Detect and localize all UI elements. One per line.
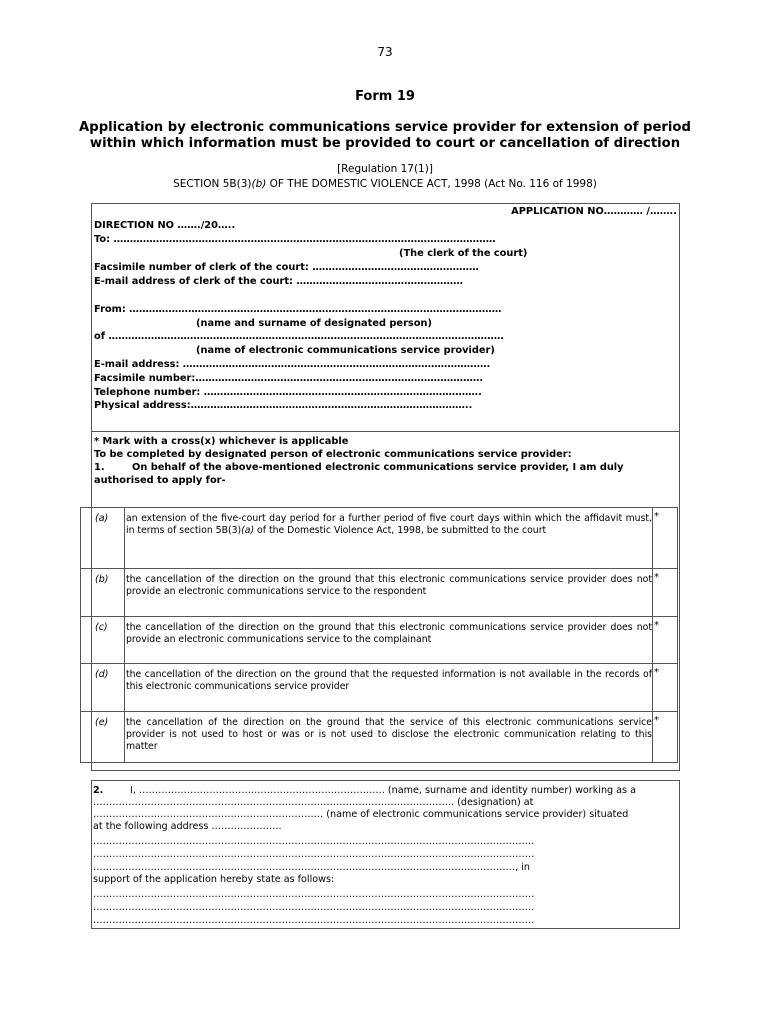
part2-statement-line[interactable]: ………………………………………………………………………………………………………………………… — [93, 902, 535, 913]
of-field[interactable]: of …………………………………………………………………………………………………………. — [94, 331, 505, 342]
part2-number: 2. — [93, 785, 104, 796]
item-text-line1: On behalf of the above-mentioned electronic communications service provider, I am duly — [132, 462, 624, 473]
option-divider — [652, 569, 653, 616]
direction-number[interactable]: DIRECTION NO ……./20….. — [94, 220, 236, 231]
from-field[interactable]: From: …………………………………………………………………………………………………… — [94, 304, 502, 315]
option-divider — [124, 617, 125, 663]
option-a-row[interactable] — [80, 507, 678, 568]
clerk-caption: (The clerk of the court) — [399, 248, 528, 259]
option-text — [126, 513, 652, 537]
provider-caption: (name of electronic communications service provider) — [196, 345, 495, 356]
mark-note: * Mark with a cross(x) whichever is applicable — [94, 436, 349, 447]
telephone-field[interactable]: Telephone number: …………………………………………………………………………. — [94, 387, 482, 398]
option-mark-box[interactable]: * — [654, 511, 659, 522]
option-divider — [652, 617, 653, 663]
options-outer-right — [679, 507, 680, 771]
part2-address-line[interactable]: at the following address …………………. — [93, 821, 282, 832]
regulation-reference: [Regulation 17(1)] — [337, 163, 433, 175]
complete-note: To be completed by designated person of electronic communications service provider: — [94, 449, 572, 460]
option-mark-box[interactable]: * — [654, 715, 659, 726]
part2-blank-line[interactable]: ……………………………………………………………………………………………………………………, in — [93, 862, 530, 873]
option-b-row[interactable] — [80, 568, 678, 616]
option-text: the cancellation of the direction on the ground that this electronic communications service provider does not provide an electronic communications service to the respondent — [126, 574, 652, 598]
physical-address-field[interactable]: Physical address:………………………………………………………………………….. — [94, 400, 473, 411]
designated-person-caption: (name and surname of designated person) — [196, 318, 432, 329]
option-divider — [652, 712, 653, 762]
option-letter: (e) — [95, 717, 109, 728]
part1-box — [91, 431, 680, 508]
section-italic: (b) — [251, 178, 267, 190]
item-number: 1. — [94, 462, 105, 473]
option-text: the cancellation of the direction on the ground that the service of this electronic communications service provider is not used to host or was or is not used to disclose the electronic communication relating to this matter — [126, 717, 652, 753]
application-title: Application by electronic communications service provider for extension of period within which information must be provided to court or cancellation of direction — [79, 120, 691, 151]
option-letter: (c) — [95, 622, 108, 633]
option-text-italic: (a) — [241, 525, 255, 537]
part2-statement-line[interactable]: ………………………………………………………………………………………………………………………… — [93, 889, 535, 900]
option-text: the cancellation of the direction on the ground that this electronic communications service provider does not provide an electronic communications service to the complainant — [126, 622, 652, 646]
part2-blank-line[interactable]: ………………………………………………………………………………………………………………………… — [93, 849, 535, 860]
option-letter: (b) — [95, 574, 109, 585]
option-divider — [124, 569, 125, 616]
section-suffix: OF THE DOMESTIC VIOLENCE ACT, 1998 (Act No. 116 of 1998) — [266, 178, 597, 190]
option-e-row[interactable] — [80, 711, 678, 763]
option-divider — [124, 664, 125, 711]
part2-provider-line[interactable]: ……………………………………………………………… (name of electronic communications service provider) situated — [93, 809, 629, 820]
part2-support-text: support of the application hereby state as follows: — [93, 874, 335, 885]
option-d-row[interactable] — [80, 663, 678, 711]
item-text-line2: authorised to apply for- — [94, 475, 226, 486]
page-number: 73 — [377, 45, 393, 59]
option-mark-box[interactable]: * — [654, 667, 659, 678]
application-number[interactable]: APPLICATION NO………… /…….. — [511, 206, 677, 217]
clerk-fax-field[interactable]: Facsimile number of clerk of the court: …………………………………………… — [94, 262, 479, 273]
section-reference — [0, 178, 770, 190]
option-text-post: of the Domestic Violence Act, 1998, be submitted to the court — [254, 525, 547, 537]
part2-designation-line[interactable]: ………………………………………………………………………………………………….. (designation) at — [93, 797, 534, 808]
to-field[interactable]: To: ……………………………………………………………………………………………………… — [94, 234, 496, 245]
part2-statement-line[interactable]: ………………………………………………………………………………………………………………………… — [93, 915, 535, 926]
option-divider — [652, 664, 653, 711]
section-prefix: SECTION 5B(3) — [173, 178, 252, 190]
email-field[interactable]: E-mail address: …………………………………………………………………………………. — [94, 359, 491, 370]
option-c-row[interactable] — [80, 616, 678, 663]
option-mark-box[interactable]: * — [654, 620, 659, 631]
option-letter: (d) — [95, 669, 109, 680]
option-letter: (a) — [95, 513, 109, 524]
form-title: Form 19 — [355, 89, 415, 104]
option-divider — [124, 712, 125, 762]
part2-name-line[interactable]: I, ………………………………………………………………….. (name, surname and identity number) working as a — [130, 785, 636, 796]
option-text-pre: an extension of the five-court day period for a further period of five court days within which the affidavit must, in terms of section 5B(3) — [126, 513, 652, 537]
options-outer-bottom — [91, 770, 680, 771]
fax-field[interactable]: Facsimile number:……………………………………………………………………………. — [94, 373, 484, 384]
option-mark-box[interactable]: * — [654, 572, 659, 583]
header-box — [91, 203, 680, 432]
option-divider — [652, 508, 653, 568]
part2-blank-line[interactable]: ………………………………………………………………………………………………………………………… — [93, 836, 535, 847]
option-text: the cancellation of the direction on the ground that the requested information is not available in the records of this electronic communications service provider — [126, 669, 652, 693]
clerk-email-field[interactable]: E-mail address of clerk of the court: …………………………………………… — [94, 276, 463, 287]
option-divider — [124, 508, 125, 568]
